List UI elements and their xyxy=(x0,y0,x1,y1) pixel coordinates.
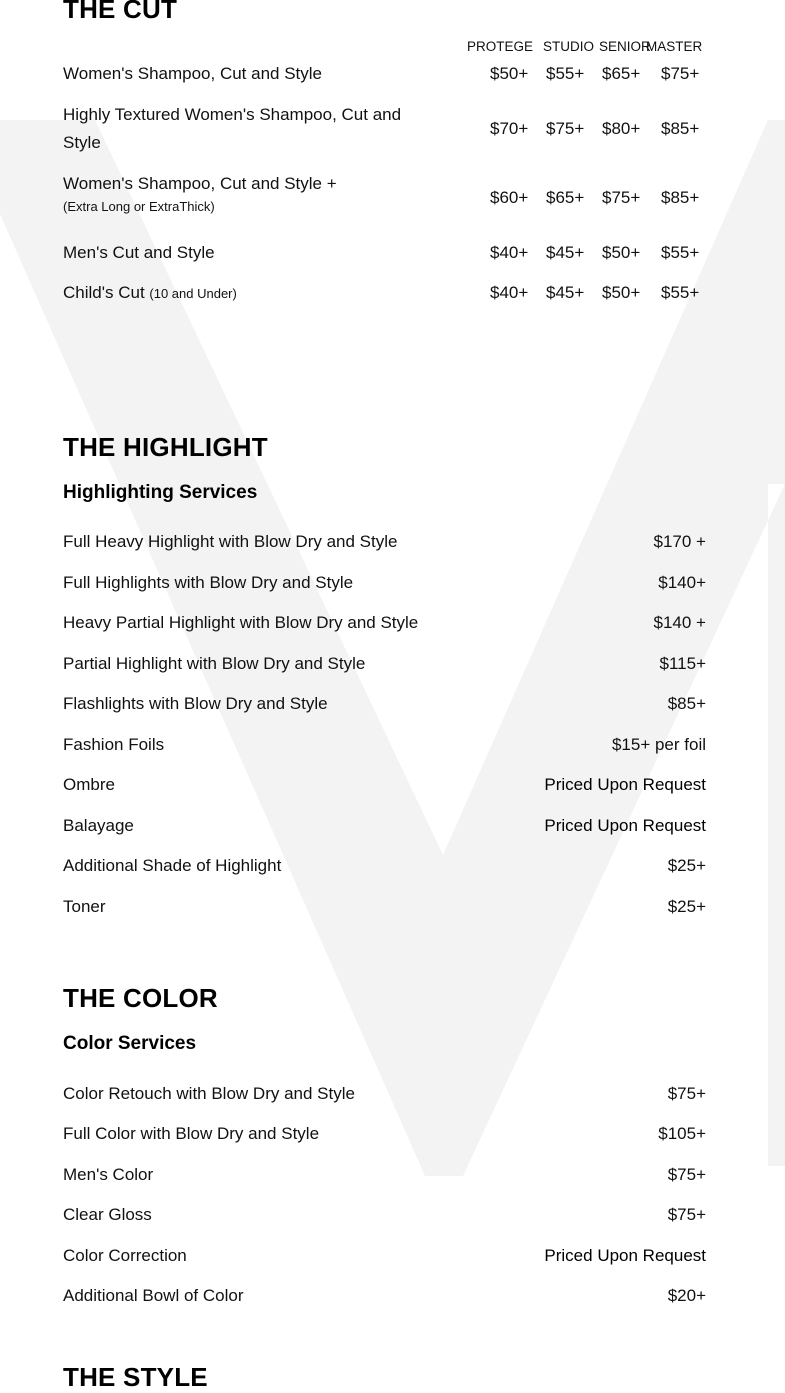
tier-master: MASTER xyxy=(646,39,703,54)
service-price: $140+ xyxy=(658,573,706,592)
price-master: $55+ xyxy=(661,243,700,262)
service-name: Highly Textured Women's Shampoo, Cut and Style xyxy=(63,105,402,152)
price-studio: $45+ xyxy=(546,283,585,302)
section-title-cut: THE CUT xyxy=(63,0,178,24)
service-name-block xyxy=(63,170,443,216)
service-price: $170 + xyxy=(653,532,706,551)
price-studio: $55+ xyxy=(546,64,585,83)
service-price: $115+ xyxy=(659,654,706,673)
service-name: Partial Highlight with Blow Dry and Style xyxy=(63,654,366,673)
service-name: Toner xyxy=(63,897,106,916)
service-name: Women's Shampoo, Cut and Style xyxy=(63,64,323,83)
service-price: Priced Upon Request xyxy=(544,816,706,835)
service-price: $140 + xyxy=(653,613,706,632)
price-senior: $50+ xyxy=(602,283,641,302)
price-senior: $75+ xyxy=(602,188,641,207)
service-price: $15+ per foil xyxy=(611,735,706,754)
section-title-highlight: THE HIGHLIGHT xyxy=(63,432,268,462)
service-price: Priced Upon Request xyxy=(544,1246,706,1265)
service-name: Ombre xyxy=(63,775,115,794)
service-price: $25+ xyxy=(667,897,706,916)
price-protege: $50+ xyxy=(490,64,529,83)
service-name: Clear Gloss xyxy=(63,1205,152,1224)
service-name: Child's Cut xyxy=(63,283,145,302)
service-name: Flashlights with Blow Dry and Style xyxy=(63,694,328,713)
price-protege: $60+ xyxy=(490,188,529,207)
section-title-style: THE STYLE xyxy=(63,1362,208,1392)
service-name: Additional Bowl of Color xyxy=(63,1286,244,1305)
service-name: Men's Color xyxy=(63,1165,154,1184)
service-name: Color Correction xyxy=(63,1246,187,1265)
price-protege: $40+ xyxy=(490,283,529,302)
tier-protege: PROTEGE xyxy=(467,39,534,54)
section-title-color: THE COLOR xyxy=(63,983,218,1013)
price-studio: $65+ xyxy=(546,188,585,207)
service-name: Heavy Partial Highlight with Blow Dry and Style xyxy=(63,613,419,632)
tier-studio: STUDIO xyxy=(543,39,595,54)
service-name: Fashion Foils xyxy=(63,735,165,754)
service-name: Men's Cut and Style xyxy=(63,243,215,262)
price-protege: $70+ xyxy=(490,119,529,138)
price-master: $85+ xyxy=(661,188,700,207)
service-price: $20+ xyxy=(667,1286,706,1305)
tier-senior: SENIOR xyxy=(599,39,651,54)
service-price: $75+ xyxy=(667,1165,706,1184)
service-name: Full Heavy Highlight with Blow Dry and Style xyxy=(63,532,398,551)
price-master: $55+ xyxy=(661,283,700,302)
service-name: Additional Shade of Highlight xyxy=(63,856,282,875)
service-name: Color Retouch with Blow Dry and Style xyxy=(63,1084,355,1103)
price-studio: $45+ xyxy=(546,243,585,262)
service-name-block xyxy=(63,279,443,308)
price-studio: $75+ xyxy=(546,119,585,138)
price-senior: $50+ xyxy=(602,243,641,262)
service-price: $75+ xyxy=(667,1084,706,1103)
service-name: Balayage xyxy=(63,816,134,835)
service-name: Full Highlights with Blow Dry and Style xyxy=(63,573,354,592)
price-protege: $40+ xyxy=(490,243,529,262)
service-price: $85+ xyxy=(667,694,706,713)
price-master: $85+ xyxy=(661,119,700,138)
price-master: $75+ xyxy=(661,64,700,83)
service-price: $75+ xyxy=(667,1205,706,1224)
service-note: (Extra Long or ExtraThick) xyxy=(63,199,215,214)
section-subtitle-highlight: Highlighting Services xyxy=(63,482,258,503)
service-price: Priced Upon Request xyxy=(544,775,706,794)
section-subtitle-color: Color Services xyxy=(63,1033,197,1054)
price-senior: $80+ xyxy=(602,119,641,138)
service-price: $25+ xyxy=(667,856,706,875)
price-senior: $65+ xyxy=(602,64,641,83)
service-name: Women's Shampoo, Cut and Style + xyxy=(63,174,337,193)
service-note: (10 and Under) xyxy=(149,286,237,301)
service-name: Full Color with Blow Dry and Style xyxy=(63,1124,320,1143)
service-price: $105+ xyxy=(658,1124,706,1143)
